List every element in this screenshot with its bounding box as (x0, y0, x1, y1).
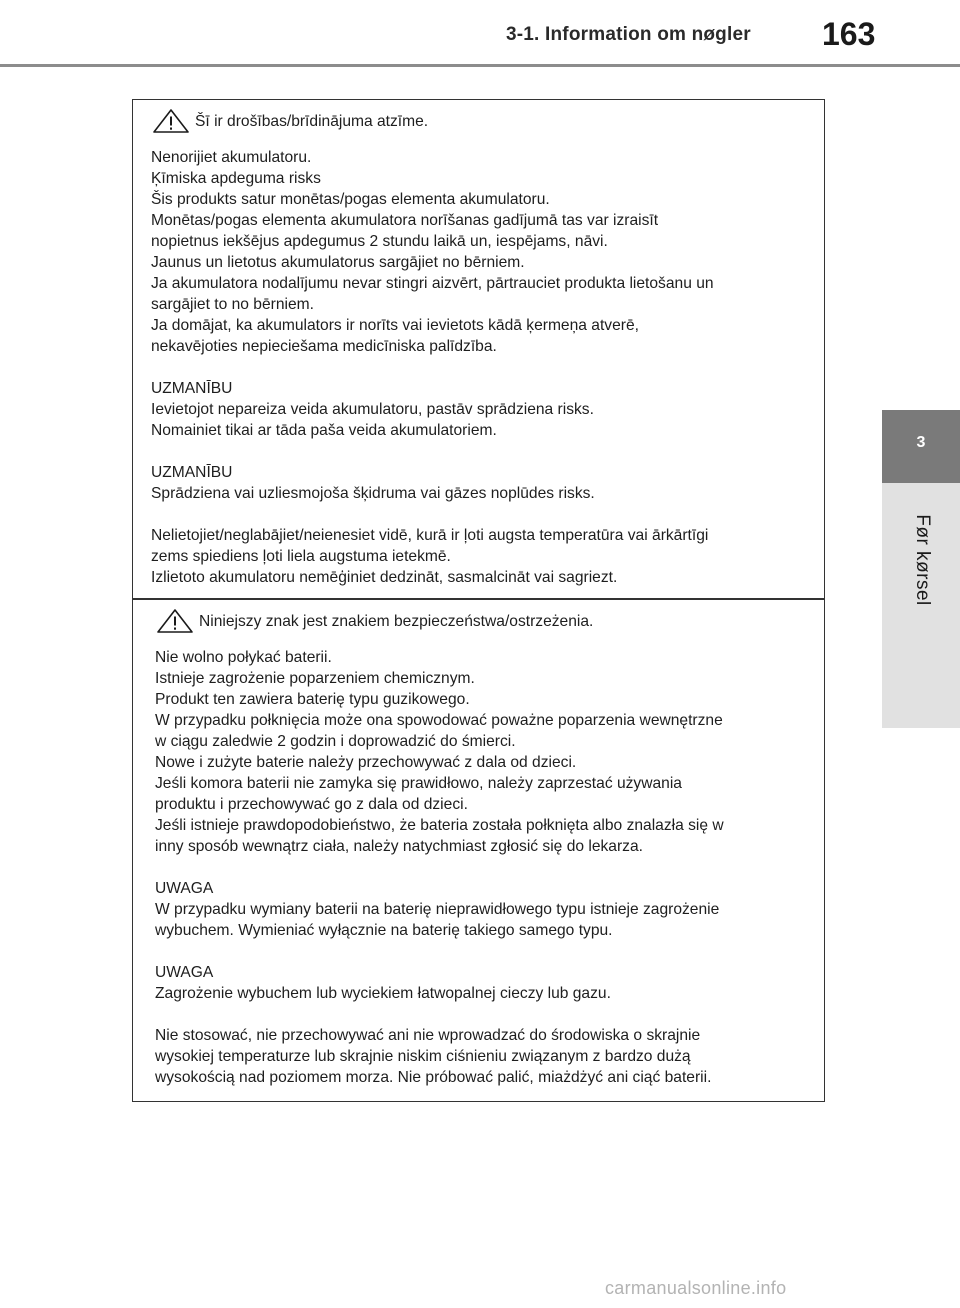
text-line: Ievietojot nepareiza veida akumulatoru, pastāv sprādziena risks. (151, 401, 594, 418)
text-line: Istnieje zagrożenie poparzeniem chemicznym. (155, 670, 475, 687)
chapter-number: 3 (916, 434, 926, 451)
text-line: Nelietojiet/neglabājiet/neienesiet vidē, kurā ir ļoti augsta temperatūra vai ārkārtīgi (151, 527, 709, 544)
warning-triangle-icon (151, 108, 191, 134)
chapter-label: Før kørsel (912, 514, 933, 606)
text-line: Nomainiet tikai ar tāda paša veida akumulatoriem. (151, 422, 497, 439)
warning-section-latvian (151, 108, 814, 609)
warning-paragraph (155, 1025, 814, 1088)
text-line: produktu i przechowywać go z dala od dzieci. (155, 796, 468, 813)
text-line: W przypadku wymiany baterii na baterię nieprawidłowego typu istnieje zagrożenie (155, 901, 720, 918)
warning-paragraph (155, 962, 814, 1004)
text-line: Sprādziena vai uzliesmojoša šķidruma vai gāzes noplūdes risks. (151, 485, 595, 502)
page-number: 163 (822, 16, 876, 52)
text-line: Nowe i zużyte baterie należy przechowywać z dala od dzieci. (155, 754, 577, 771)
text-line: W przypadku połknięcia może ona spowodować poważne poparzenia wewnętrzne (155, 712, 723, 729)
text-line: Produkt ten zawiera baterię typu guzikowego. (155, 691, 470, 708)
warning-paragraph (151, 462, 814, 504)
page-header (0, 0, 960, 66)
text-line: w ciągu zaledwie 2 godzin i doprowadzić do śmierci. (155, 733, 516, 750)
text-line: wysokością nad poziomem morza. Nie próbować palić, miażdżyć ani ciąć baterii. (155, 1069, 712, 1086)
site-watermark: carmanualsonline.info (605, 1278, 787, 1298)
caution-label: UWAGA (155, 964, 214, 981)
warning-heading-row (151, 108, 814, 134)
section-title: 3-1. Information om nøgler (506, 24, 751, 45)
text-line: Nenorijiet akumulatoru. (151, 149, 312, 166)
text-line: Zagrożenie wybuchem lub wyciekiem łatwopalnej cieczy lub gazu. (155, 985, 611, 1002)
warning-paragraph (151, 147, 814, 357)
text-line: Jeśli istnieje prawdopodobieństwo, że bateria została połknięta albo znalazła się w (155, 817, 724, 834)
section-divider (133, 598, 824, 600)
warning-heading: Niniejszy znak jest znakiem bezpieczeństwa/ostrzeżenia. (199, 612, 594, 630)
header-divider (0, 64, 960, 67)
chapter-tab (882, 410, 960, 483)
warning-heading-row (155, 608, 814, 634)
text-line: Nie stosować, nie przechowywać ani nie wprowadzać do środowiska o skrajnie (155, 1027, 701, 1044)
text-line: Ja akumulatora nodalījumu nevar stingri aizvērt, pārtrauciet produkta lietošanu un (151, 275, 714, 292)
warning-paragraph (155, 647, 814, 857)
text-line: nekavējoties nepieciešama medicīniska palīdzība. (151, 338, 497, 355)
text-line: Ķīmiska apdeguma risks (151, 170, 321, 187)
text-line: zems spiediens ļoti liela augstuma ietekmē. (151, 548, 451, 565)
text-line: Jaunus un lietotus akumulatorus sargājiet no bērniem. (151, 254, 525, 271)
battery-warning-box (132, 99, 825, 1102)
text-line: Šis produkts satur monētas/pogas elementa akumulatoru. (151, 191, 550, 208)
warning-paragraph (151, 525, 814, 588)
warning-paragraph (151, 378, 814, 441)
warning-paragraph (155, 878, 814, 941)
caution-label: UWAGA (155, 880, 214, 897)
text-line: sargājiet to no bērniem. (151, 296, 314, 313)
text-line: nopietnus iekšējus apdegumus 2 stundu laikā un, iespējams, nāvi. (151, 233, 608, 250)
text-line: Nie wolno połykać baterii. (155, 649, 332, 666)
text-line: wybuchem. Wymieniać wyłącznie na baterię takiego samego typu. (155, 922, 613, 939)
warning-triangle-icon (155, 608, 195, 634)
caution-label: UZMANĪBU (151, 464, 233, 481)
caution-label: UZMANĪBU (151, 380, 233, 397)
text-line: Ja domājat, ka akumulators ir norīts vai ievietots kādā ķermeņa atverē, (151, 317, 639, 334)
text-line: Monētas/pogas elementa akumulatora norīšanas gadījumā tas var izraisīt (151, 212, 659, 229)
text-line: wysokiej temperaturze lub skrajnie niskim ciśnieniu związanym z bardzo dużą (155, 1048, 691, 1065)
text-line: inny sposób wewnątrz ciała, należy natychmiast zgłosić się do lekarza. (155, 838, 643, 855)
warning-section-polish (155, 608, 814, 1109)
text-line: Izlietoto akumulatoru nemēģiniet dedzināt, sasmalcināt vai sagriezt. (151, 569, 618, 586)
warning-heading: Šī ir drošības/brīdinājuma atzīme. (195, 112, 429, 130)
text-line: Jeśli komora baterii nie zamyka się prawidłowo, należy zaprzestać używania (155, 775, 682, 792)
